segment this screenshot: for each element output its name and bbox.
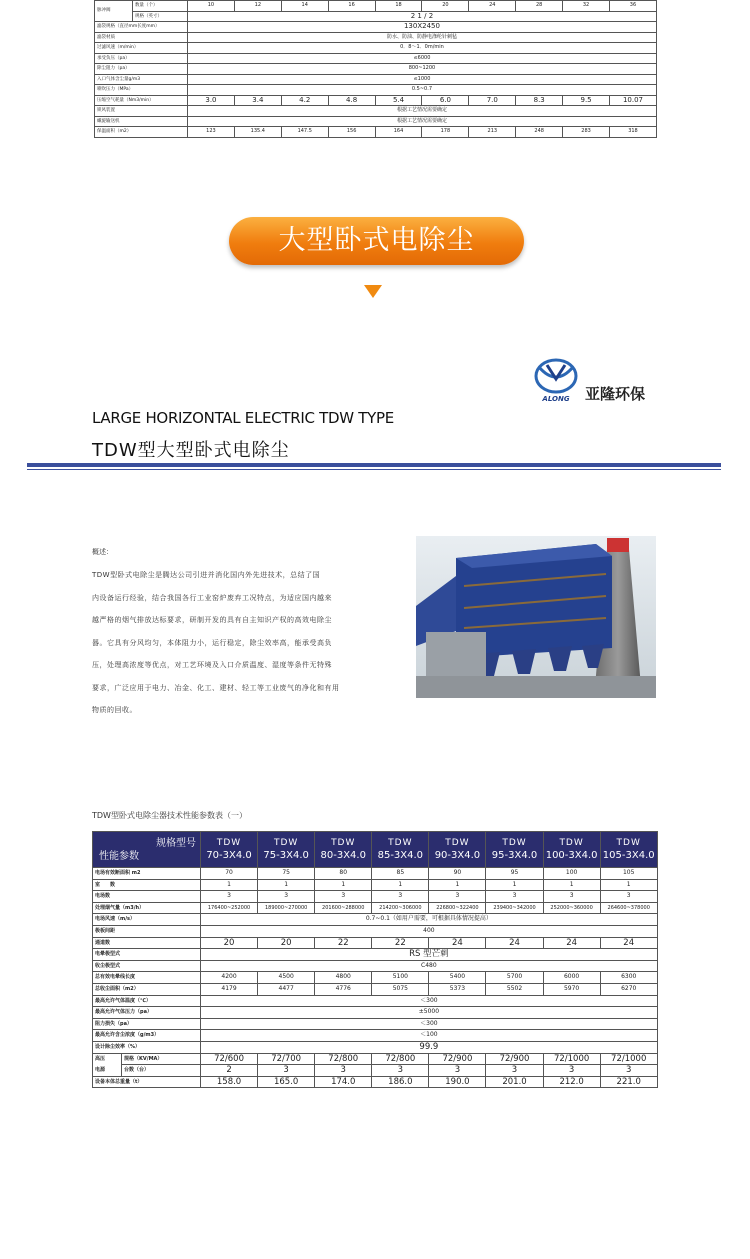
table-cell-merged: 0.7~0.1（如用户需要，可根据具体情况提高） [201,914,658,926]
table-cell: 3 [258,891,315,903]
row-group-label: 电源 [93,1065,122,1077]
row-label: 通道数 [93,937,201,949]
table-row [93,891,658,903]
model-series: TDW [502,837,527,848]
table-cell: 1 [372,879,429,891]
table-cell: 100 [543,868,600,880]
table-header-row [93,832,658,868]
table-cell: 36 [610,1,657,12]
table-row [95,95,657,106]
overview-body [92,564,392,722]
table-row [95,106,657,117]
row-label: 收尘极型式 [93,960,201,972]
table-cell: 75 [258,868,315,880]
row-label: 入口气体含尘量g/m3 [95,74,188,85]
row-label: 阻力损失（pa） [93,1018,201,1030]
table-cell: 123 [188,127,235,138]
table-row [95,11,657,22]
table-cell: 24 [486,937,543,949]
model-spec: 80-3X4.0 [320,849,366,861]
table-cell: 3 [258,1065,315,1077]
table-cell: 1 [600,879,657,891]
logo-text: ALONG [542,395,570,403]
table-cell: 189000~270000 [258,902,315,914]
table-cell: 248 [516,127,563,138]
table-row [93,972,658,984]
table-cell: 6270 [600,983,657,995]
table-row [93,925,658,937]
row-label: 设备本体总重量（t） [93,1076,201,1088]
table-cell: 6.0 [422,95,469,106]
table-cell: 5373 [429,983,486,995]
table-row [93,995,658,1007]
table-row [95,22,657,33]
table-cell: 3 [600,891,657,903]
overview-line: 物质的回收。 [92,706,137,714]
table-cell: 16 [328,1,375,12]
table-cell: 3 [600,1065,657,1077]
table-cell-merged: ＜100 [201,1030,658,1042]
row-label: 电场数 [93,891,201,903]
table-cell: 105 [600,868,657,880]
table-cell: 3 [543,891,600,903]
table-row [93,868,658,880]
row-label: 保温面积（m2） [95,127,188,138]
table-cell: 12 [234,1,281,12]
divider-thick [27,463,721,467]
table-cell: 174.0 [315,1076,372,1088]
table-cell: 95 [486,868,543,880]
table-cell: 4477 [258,983,315,995]
overview-heading: 概述： [92,548,113,556]
table-cell-merged: ≤6000 [188,53,657,64]
table-cell: 239400~342000 [486,902,543,914]
page-title-cn: TDW型大型卧式电除尘 [92,440,290,461]
row-label: 最高允许气体压力（pa） [93,1007,201,1019]
model-header [600,832,657,868]
overview-line: 压，处理高浓度等优点，对工艺环境及入口介质温度、湿度等条件无特殊 [92,661,332,669]
table-cell: 164 [375,127,422,138]
table-cell: 1 [315,879,372,891]
table-cell: 24 [543,937,600,949]
row-label: 喷吹压力（MPa） [95,85,188,96]
table-cell: 5700 [486,972,543,984]
table-cell: 28 [516,1,563,12]
table-cell: 318 [610,127,657,138]
row-label: 电场有效断面积 m2 [93,868,201,880]
row-label: 滤袋材质 [95,32,188,43]
table-row [93,1041,658,1053]
table-cell-merged: 130X2450 [188,22,657,33]
model-header [429,832,486,868]
table-cell: 85 [372,868,429,880]
table-cell-merged: 防水、防油、防静电涤纶针刺毡 [188,32,657,43]
table-cell: 3.4 [234,95,281,106]
table-cell: 156 [328,127,375,138]
table-cell: 226800~322400 [429,902,486,914]
table-cell: 201600~288000 [315,902,372,914]
brand-name: 亚隆环保 [585,385,646,403]
table-cell: 9.5 [563,95,610,106]
overview-line: 要求，广泛应用于电力、冶金、化工、建材、轻工等工业废气的净化和有用 [92,683,340,692]
table-cell-merged: 根据工艺情况需要确定 [188,106,657,117]
model-series: TDW [216,837,242,848]
table-cell-merged: 根据工艺情况需要确定 [188,116,657,127]
table-cell: 252000~360000 [543,902,600,914]
table-row [93,1030,658,1042]
table-cell: 4500 [258,972,315,984]
model-header [486,832,543,868]
table-cell: 70 [201,868,258,880]
table-cell-merged: ＜300 [201,1018,658,1030]
model-spec: 75-3X4.0 [263,849,309,861]
row-sublabel: 规格（英寸） [133,11,188,22]
table-cell: 7.0 [469,95,516,106]
table-cell: 20 [422,1,469,12]
table-row [93,1076,658,1088]
table-row [95,32,657,43]
corner-top-label: 规格型号 [156,837,196,849]
table-cell: 213 [469,127,516,138]
table-row [95,85,657,96]
table-cell: 10.07 [610,95,657,106]
table-cell-merged: ≤1000 [188,74,657,85]
row-label: 总收尘面积（m2） [93,983,201,995]
table-cell: 147.5 [281,127,328,138]
row-label: 极板间距 [93,925,201,937]
table-cell: 3 [543,1065,600,1077]
model-spec: 90-3X4.0 [434,849,481,861]
table-cell-merged: C480 [201,960,658,972]
table-cell: 1 [201,879,258,891]
top-spec-table [94,0,657,138]
spec-table-body [93,832,658,1088]
table-row [95,43,657,54]
table-cell: 5100 [372,972,429,984]
table-cell: 8.3 [516,95,563,106]
table-cell: 158.0 [201,1076,258,1088]
table-cell: 14 [281,1,328,12]
table-cell: 20 [258,937,315,949]
table-row [95,74,657,85]
table-cell: 18 [375,1,422,12]
table-cell: 20 [201,937,258,949]
row-label: 承受负压（pa） [95,53,188,64]
row-label: 电晕极型式 [93,949,201,961]
table-row [93,1053,658,1065]
table-cell: 80 [315,868,372,880]
table-cell: 165.0 [258,1076,315,1088]
table-cell: 72/800 [315,1053,372,1065]
table-cell: 4179 [201,983,258,995]
table-cell: 3 [315,891,372,903]
model-series: TDW [388,837,413,848]
table-row [93,949,658,961]
model-header [372,832,429,868]
table-cell: 1 [429,879,486,891]
row-label: 台数（台） [122,1065,201,1077]
row-sublabel: 数量（个） [133,1,188,12]
table-cell-merged: 0.5~0.7 [188,85,657,96]
row-label: 室 数 [93,879,201,891]
model-series: TDW [445,837,470,848]
table-row [93,914,658,926]
table-row [93,902,658,914]
table-row [93,960,658,972]
model-series: TDW [273,837,299,848]
model-spec: 95-3X4.0 [491,849,538,861]
table-cell: 212.0 [543,1076,600,1088]
table-row [93,1007,658,1019]
row-label: 脉冲阀 [95,1,133,22]
row-label: 锁风装置 [95,106,188,117]
table-cell: 4800 [315,972,372,984]
table-cell: 22 [372,937,429,949]
table-cell: 178 [422,127,469,138]
table-cell: 5075 [372,983,429,995]
table-cell: 190.0 [429,1076,486,1088]
table-cell: 3 [372,1065,429,1077]
table-cell: 4200 [201,972,258,984]
model-header [201,832,258,868]
model-series: TDW [559,837,584,848]
overview-line: 器。它具有分风均匀，本体阻力小，运行稳定，除尘效率高，能承受高负 [92,638,332,647]
table-cell: 3 [315,1065,372,1077]
table-cell: 3 [429,1065,486,1077]
table-cell: 186.0 [372,1076,429,1088]
table-cell: 3 [486,1065,543,1077]
row-label: 规格（KV/MA） [122,1053,201,1065]
table-cell: 176400~252000 [201,902,258,914]
table-row [95,1,657,12]
row-label: 除尘阻力（pa） [95,64,188,75]
table-cell: 22 [315,937,372,949]
table-row [93,1065,658,1077]
table-cell-merged: ±5000 [201,1007,658,1019]
table-cell: 283 [563,127,610,138]
table-cell: 72/800 [372,1053,429,1065]
table-cell: 6000 [543,972,600,984]
model-spec: 70-3X4.0 [206,849,252,861]
model-series: TDW [331,837,356,848]
table-row [95,116,657,127]
table-cell: 135.4 [234,127,281,138]
top-spec-table-body [95,1,657,138]
table-cell: 3.0 [188,95,235,106]
table-cell: 2 [201,1065,258,1077]
table-cell: 4776 [315,983,372,995]
table-row [95,64,657,75]
overview-line: TDW型卧式电除尘是腾达公司引进并消化国内外先进技术，总结了国 [92,571,321,579]
row-label: 总有效电晕线长度 [93,972,201,984]
model-header [258,832,315,868]
down-arrow-icon [364,285,382,298]
table-cell-merged: ＜300 [201,995,658,1007]
table-cell: 201.0 [486,1076,543,1088]
table-cell: 24 [469,1,516,12]
table-cell: 10 [188,1,235,12]
spec-table-caption: TDW型卧式电除尘器技术性能参数表（一） [92,811,247,820]
table-cell: 3 [201,891,258,903]
spec-table [92,831,658,1088]
table-cell: 214200~306000 [372,902,429,914]
table-cell: 1 [258,879,315,891]
page-title-en: LARGE HORIZONTAL ELECTRIC TDW TYPE [92,409,394,427]
precipitator-photo [416,536,656,698]
table-cell: 24 [429,937,486,949]
table-cell: 72/700 [258,1053,315,1065]
table-row [93,937,658,949]
table-cell: 3 [372,891,429,903]
table-cell: 5970 [543,983,600,995]
model-series: TDW [616,837,641,848]
row-label: 处理烟气量（m3/h） [93,902,201,914]
corner-bottom-label: 性能参数 [99,850,139,862]
header-corner [93,832,201,868]
table-cell: 72/900 [486,1053,543,1065]
table-cell: 5.4 [375,95,422,106]
table-cell-merged: 0．8～1．0m/min [188,43,657,54]
model-spec: 105-3X4.0 [602,849,655,861]
table-cell-merged: 2 1 / 2 [188,11,657,22]
table-cell: 72/1000 [600,1053,657,1065]
table-cell: 4.8 [328,95,375,106]
model-spec: 85-3X4.0 [377,849,424,861]
model-header [543,832,600,868]
model-header [315,832,372,868]
section-banner: 大型卧式电除尘 [229,217,524,265]
along-logo [533,357,579,403]
table-cell: 264600~378000 [600,902,657,914]
table-cell: 24 [600,937,657,949]
table-cell: 3 [486,891,543,903]
table-cell: 5502 [486,983,543,995]
table-cell-merged: 400 [201,925,658,937]
row-group-label: 高压 [93,1053,122,1065]
table-cell: 72/600 [201,1053,258,1065]
table-row [95,53,657,64]
table-row [93,1018,658,1030]
table-cell: 6300 [600,972,657,984]
table-cell: 3 [429,891,486,903]
row-label: 压缩空气耗量（Nm3/min） [95,95,188,106]
overview-line: 越严格的烟气排放达标要求，研制开发的具有自主知识产权的高效电除尘 [92,616,332,624]
table-cell: 4.2 [281,95,328,106]
overview-line: 内设备运行经验，结合我国各行工业窑炉废弃工况特点，为适应国内越来 [92,593,332,602]
model-spec: 100-3X4.0 [545,849,598,861]
row-label: 设计除尘效率（%） [93,1041,201,1053]
table-cell: 90 [429,868,486,880]
table-cell: 72/900 [429,1053,486,1065]
table-cell: 32 [563,1,610,12]
row-label: 滤袋规格（直径mm长度mm） [95,22,188,33]
row-label: 最高允许气体温度（℃） [93,995,201,1007]
row-label: 电场风速（m/s） [93,914,201,926]
table-row [95,127,657,138]
table-cell-merged: 99.9 [201,1041,658,1053]
table-cell: 5400 [429,972,486,984]
table-row [93,879,658,891]
table-cell: 1 [486,879,543,891]
row-label: 过滤风速（m/min） [95,43,188,54]
table-row [93,983,658,995]
table-cell-merged: 800~1200 [188,64,657,75]
row-label: 螺旋输送机 [95,116,188,127]
table-cell: 72/1000 [543,1053,600,1065]
row-label: 最高允许含尘浓度（g/m3） [93,1030,201,1042]
divider-thin [27,469,721,470]
table-cell: 221.0 [600,1076,657,1088]
table-cell-merged: RS 型芒刺 [201,949,658,961]
table-cell: 1 [543,879,600,891]
